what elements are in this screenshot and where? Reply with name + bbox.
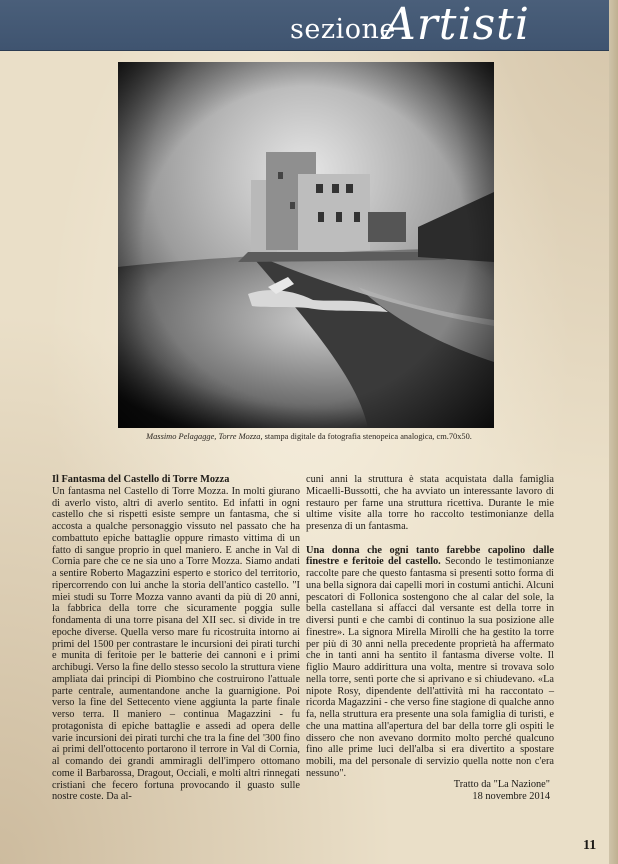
paragraph-gap: [306, 533, 554, 545]
article-source: [306, 779, 550, 803]
article-body-text: Secondo le testimonianze raccolte pare che questo fantasma si presenti sotto forma di una bella signora dai capelli mori in costumi antichi. Alcuni pescatori di Follonica sostengono che al calar del sole, la bella castellana si affacci dal versante est della torre in diversi punti e che cambi di continuo la sua posizione alle finestre». La signora Mirella Mirolli che ha gestito la torre per più di 30 anni nella precedente proprietà ha affermato che in tanti anni ha sentito il fantasma diverse volte. Il figlio Mauro addirittura una volta, mentre si trovava solo nella torre, sentì porte che si aprivano e si chiudevano. «La nipote Rosy, dipendente dell'attività mi ha raccontato – ricorda Magazzini - che verso fine stagione di qualche anno fa, nella struttura era presente una sola famiglia di turisti, e che una mattina all'apertura del bar della torre gli ospiti le dissero che non avevano dormito molto perché qualcuno fino alle prime luci dell'alba si era divertito a spostare mobili, ma del personale di servizio quella notte non c'era nessuno".: [306, 556, 554, 779]
source-date: 18 novembre 2014: [472, 790, 550, 802]
article-column-left: [52, 474, 300, 803]
section-label: sezione: [290, 14, 396, 45]
article-paragraph-continued: cuni anni la struttura è stata acquistata dalla famiglia Micaelli-Bussotti, che ha avviato un interessante lavoro di restauro per farne una struttura ricettiva. Durante le mie ultime visite alla torre ho raccolto testimonianze della presenza di un fantasma.: [306, 474, 554, 532]
article-subheading: Una donna che ogni tanto farebbe capolino dalle finestre e feritoie del castello.: [306, 544, 554, 568]
header-divider: [0, 50, 609, 51]
caption-details: stampa digitale da fotografia stenopeica analogica, cm.70x50.: [262, 432, 472, 441]
photo-caption: [0, 432, 618, 441]
article-paragraph: Un fantasma nel Castello di Torre Mozza. In molti giurano di averlo visto, altri di averlo sentito. Ed infatti in ogni castello che si rispetti esiste sempre un fantasma, che si accosta a qualche personaggio vissuto nel passato che ha combattuto epiche battaglie oppure rimasto vittima di un fatto di sangue proprio in quel maniero. E anche in Val di Cornia pare che ce ne sia uno a Torre Mozza. Siamo andati a sentire Roberto Magazzini esperto e storico del territorio, ripercorrendo con lui anche la storia dell'antico castello. "I miei studi su Torre Mozza vanno avanti da più di 20 anni, la fabbrica della torre che sicuramente poggia sulle fondamenta di una torre pisana del XII sec. si divide in tre epoche diverse. Quella verso mare fu ricostruita intorno ai primi del 1500 per contrastare le incursioni dei pirati turchi e munita di feritoie per le batterie dei cannoni e i primi archibugi. Verso la fine dello stesso secolo la struttura viene ampliata dai principi di Piombino che costruirono l'attuale parte centrale, aumentandone anche la guarnigione. Poi verso la fine del Settecento viene aggiunta la parte finale verso terra. Il maniero – continua Magazzini - fu protagonista di epiche battaglie e assedi ad opera delle varie incursioni dei pirati turchi che tra la fine del '300 fino ai primi dell'ottocento portarono il terrore in Val di Cornia, al comando dei grandi ammiragli dell'impero ottomano come il Barbarossa, Dragout, Occiali, e molti altri rinnegati cristiani che fecero fortuna provocando il guasto sulle nostre coste. Da al-: [52, 485, 300, 803]
source-publication: Tratto da "La Nazione": [453, 779, 550, 790]
torre-mozza-photo: [118, 62, 494, 428]
article-column-right: [306, 474, 554, 780]
article-title: Il Fantasma del Castello di Torre Mozza: [52, 474, 230, 485]
artwork-photo: [118, 62, 494, 428]
article-paragraph-2: [306, 545, 554, 780]
page-number: 11: [583, 838, 597, 853]
section-title: Artisti: [384, 0, 530, 50]
caption-artist-title: Massimo Pelagagge, Torre Mozza,: [146, 432, 263, 441]
